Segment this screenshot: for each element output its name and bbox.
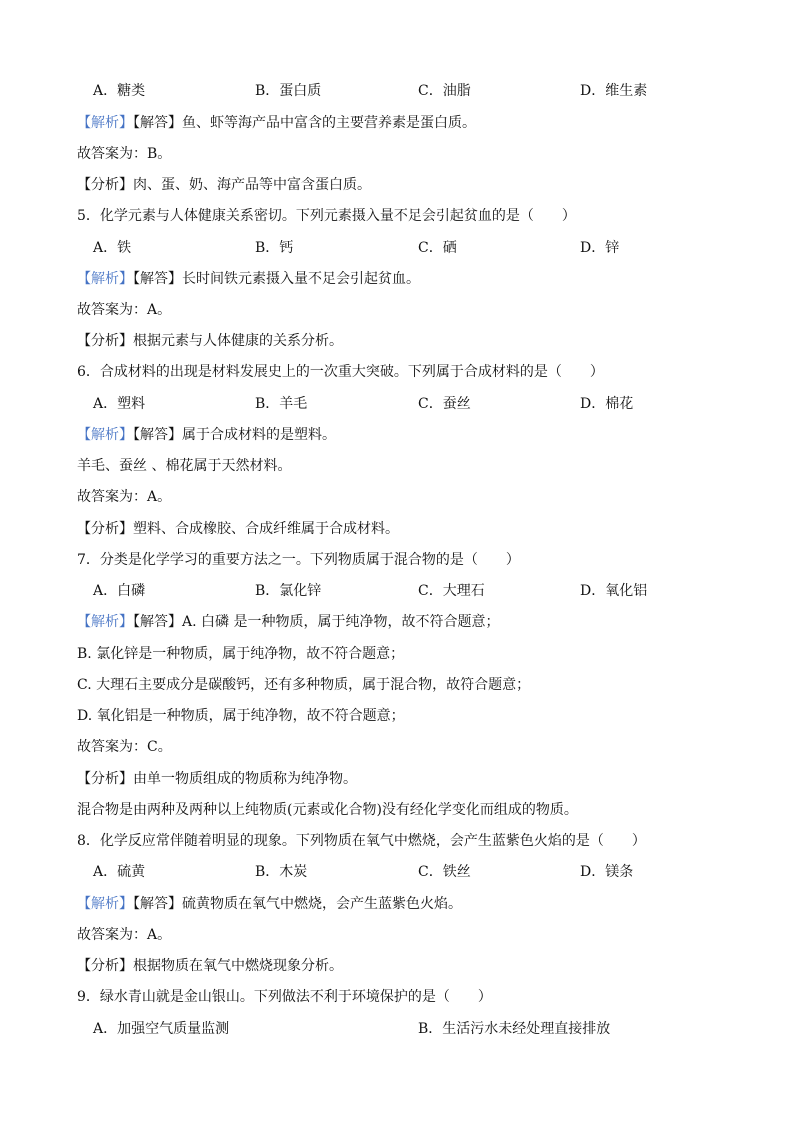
jiexi-tag: 【解析】 bbox=[77, 427, 133, 443]
q4-option-a: A．糖类 bbox=[93, 83, 146, 99]
q4-solution bbox=[77, 112, 754, 134]
q7-answer-text: A. 白磷 是一种物质，属于纯净物，故不符合题意； bbox=[182, 614, 500, 630]
q8-option-a: A．硫黄 bbox=[93, 864, 146, 880]
q6-option-c: C．蚕丝 bbox=[418, 396, 471, 412]
q8-option-d: D．镁条 bbox=[580, 864, 634, 880]
q5-option-a: A．铁 bbox=[93, 240, 132, 256]
q5-final-answer: 故答案为：A。 bbox=[77, 302, 172, 318]
q6-option-a: A．塑料 bbox=[93, 396, 146, 412]
jieda-tag: 【解答】 bbox=[133, 427, 182, 443]
jieda-tag: 【解答】 bbox=[133, 271, 182, 287]
q9-option-b: B．生活污水未经处理直接排放 bbox=[418, 1021, 611, 1037]
q7-final-answer: 故答案为：C。 bbox=[77, 739, 172, 755]
q9-option-a: A．加强空气质量监测 bbox=[93, 1021, 230, 1037]
q6-option-b: B．羊毛 bbox=[255, 396, 308, 412]
q4-answer-text: 鱼、虾等海产品中富含的主要营养素是蛋白质。 bbox=[182, 115, 476, 131]
q5-stem: 5．化学元素与人体健康关系密切。下列元素摄入量不足会引起贫血的是（ ） bbox=[77, 208, 576, 224]
jiexi-tag: 【解析】 bbox=[77, 271, 133, 287]
jiexi-tag: 【解析】 bbox=[77, 115, 133, 131]
q8-stem: 8．化学反应常伴随着明显的现象。下列物质在氧气中燃烧，会产生蓝紫色火焰的是（ ） bbox=[77, 833, 646, 849]
q5-option-d: D．锌 bbox=[580, 240, 620, 256]
q6-analysis bbox=[77, 518, 754, 540]
q7-line-b: B. 氯化锌是一种物质，属于纯净物，故不符合题意； bbox=[77, 646, 405, 662]
q8-answer-text: 硫黄物质在氧气中燃烧，会产生蓝紫色火焰。 bbox=[182, 896, 462, 912]
jieda-tag: 【解答】 bbox=[133, 614, 182, 630]
q7-stem: 7．分类是化学学习的重要方法之一。下列物质属于混合物的是（ ） bbox=[77, 552, 520, 568]
q6-solution bbox=[77, 424, 754, 446]
q7-option-c: C．大理石 bbox=[418, 583, 485, 599]
jieda-tag: 【解答】 bbox=[133, 115, 182, 131]
q8-analysis-text: 根据物质在氧气中燃烧现象分析。 bbox=[133, 958, 343, 974]
q6-stem: 6．合成材料的出现是材料发展史上的一次重大突破。下列属于合成材料的是（ ） bbox=[77, 364, 604, 380]
q9-stem: 9．绿水青山就是金山银山。下列做法不利于环境保护的是（ ） bbox=[77, 989, 492, 1005]
q6-options bbox=[77, 393, 754, 415]
q8-option-c: C．铁丝 bbox=[418, 864, 471, 880]
fenxi-tag: 【分析】 bbox=[77, 521, 133, 537]
q5-answer-text: 长时间铁元素摄入量不足会引起贫血。 bbox=[182, 271, 420, 287]
q4-options bbox=[77, 80, 754, 102]
q4-option-d: D．维生素 bbox=[580, 83, 648, 99]
q7-solution bbox=[77, 611, 754, 633]
q8-analysis bbox=[77, 955, 754, 977]
q5-solution bbox=[77, 268, 754, 290]
q8-option-b: B．木炭 bbox=[255, 864, 308, 880]
q5-option-c: C．硒 bbox=[418, 240, 457, 256]
q5-options bbox=[77, 237, 754, 259]
q7-option-d: D．氧化铝 bbox=[580, 583, 648, 599]
q6-option-d: D．棉花 bbox=[580, 396, 634, 412]
q7-analysis-text: 由单一物质组成的物质称为纯净物。 bbox=[133, 771, 357, 787]
q7-option-a: A．白磷 bbox=[93, 583, 146, 599]
q4-option-b: B．蛋白质 bbox=[255, 83, 322, 99]
fenxi-tag: 【分析】 bbox=[77, 177, 133, 193]
fenxi-tag: 【分析】 bbox=[77, 958, 133, 974]
q7-option-b: B．氯化锌 bbox=[255, 583, 322, 599]
q5-analysis bbox=[77, 330, 754, 352]
q4-analysis-text: 肉、蛋、奶、海产品等中富含蛋白质。 bbox=[133, 177, 371, 193]
q8-solution bbox=[77, 893, 754, 915]
jiexi-tag: 【解析】 bbox=[77, 896, 133, 912]
q7-analysis-2: 混合物是由两种及两种以上纯物质(元素或化合物)没有经化学变化而组成的物质。 bbox=[77, 802, 578, 818]
fenxi-tag: 【分析】 bbox=[77, 333, 133, 349]
jiexi-tag: 【解析】 bbox=[77, 614, 133, 630]
q8-final-answer: 故答案为：A。 bbox=[77, 927, 172, 943]
q7-line-d: D. 氧化铝是一种物质，属于纯净物，故不符合题意； bbox=[77, 708, 405, 724]
q9-options bbox=[77, 1018, 754, 1040]
q7-options bbox=[77, 580, 754, 602]
fenxi-tag: 【分析】 bbox=[77, 771, 133, 787]
q6-answer-text: 属于合成材料的是塑料。 bbox=[182, 427, 336, 443]
q4-option-c: C．油脂 bbox=[418, 83, 471, 99]
q6-extra: 羊毛、蚕丝 、棉花属于天然材料。 bbox=[77, 458, 292, 474]
q8-options bbox=[77, 861, 754, 883]
q4-analysis bbox=[77, 174, 754, 196]
q6-analysis-text: 塑料、合成橡胶、合成纤维属于合成材料。 bbox=[133, 521, 399, 537]
q5-analysis-text: 根据元素与人体健康的关系分析。 bbox=[133, 333, 343, 349]
jieda-tag: 【解答】 bbox=[133, 896, 182, 912]
q7-analysis bbox=[77, 768, 754, 790]
q6-final-answer: 故答案为：A。 bbox=[77, 489, 172, 505]
q5-option-b: B．钙 bbox=[255, 240, 294, 256]
q4-final-answer: 故答案为：B。 bbox=[77, 146, 172, 162]
q7-line-c: C. 大理石主要成分是碳酸钙，还有多种物质，属于混合物，故符合题意； bbox=[77, 677, 531, 693]
